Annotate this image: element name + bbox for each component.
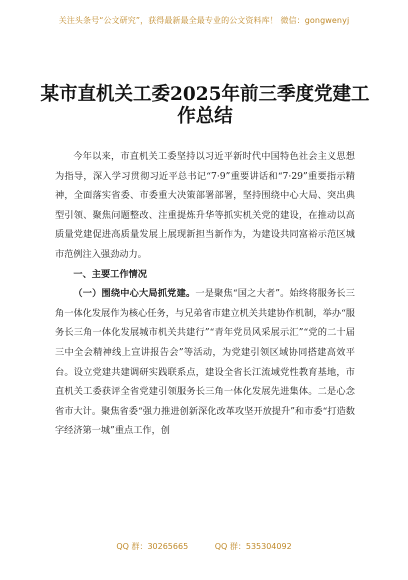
paragraph-text: 一是聚焦“国之大者”。始终将服务长三角一体化发展作为核心任务，与兄弟省市建立机关共建协作机制，举办“服务长三角一体化发展城市机关共建行”“青年党员风采展示汇”“党的二十届三中全会精神线上宣讲报告会”等活动，为党建引领区域协同搭建高效平台。设立党建共建调研实践联系点，建设全省长江流域党性教育基地，市直机关工委获评全省党建引领服务长三角一体化发展先进集体。二是心念省市大计。聚焦省委“强力推进创新深化改革攻坚开放提升”和市委“打造数字经济第一城”重点工作，创 (55, 288, 355, 437)
section-heading: 一、主要工作情况 (73, 268, 147, 280)
footer-qq-group-2: QQ 群：535304092 (214, 542, 292, 551)
footer-watermark (0, 541, 408, 552)
document-body (55, 147, 355, 441)
document-title: 某市直机关工委2025年前三季度党建工作总结 (40, 84, 370, 127)
footer-qq-group-1: QQ 群：30265665 (116, 542, 189, 551)
paragraph-lead: （一）围绕中心大局抓党建。 (73, 288, 196, 300)
intro-paragraph: 今年以来，市直机关工委坚持以习近平新时代中国特色社会主义思想为指导，深入学习贯彻习近平总书记“7·9”重要讲话和“7·29”重要指示精神，全面落实省委、市委重大决策部署部署，坚持围绕中心大局、突出典型引领、聚焦问题整改、注重提炼升华等抓实机关党的建设，在推动以高质量党建促进高质量发展上展现新担当新作为，为建设共同富裕示范区城市范例注入强劲动力。 (55, 151, 355, 260)
header-watermark-banner: 关注头条号“公文研究”，获得最新最全最专业的公文资料库！ 微信：gongwenyj (58, 16, 350, 25)
body-paragraph (55, 284, 355, 441)
